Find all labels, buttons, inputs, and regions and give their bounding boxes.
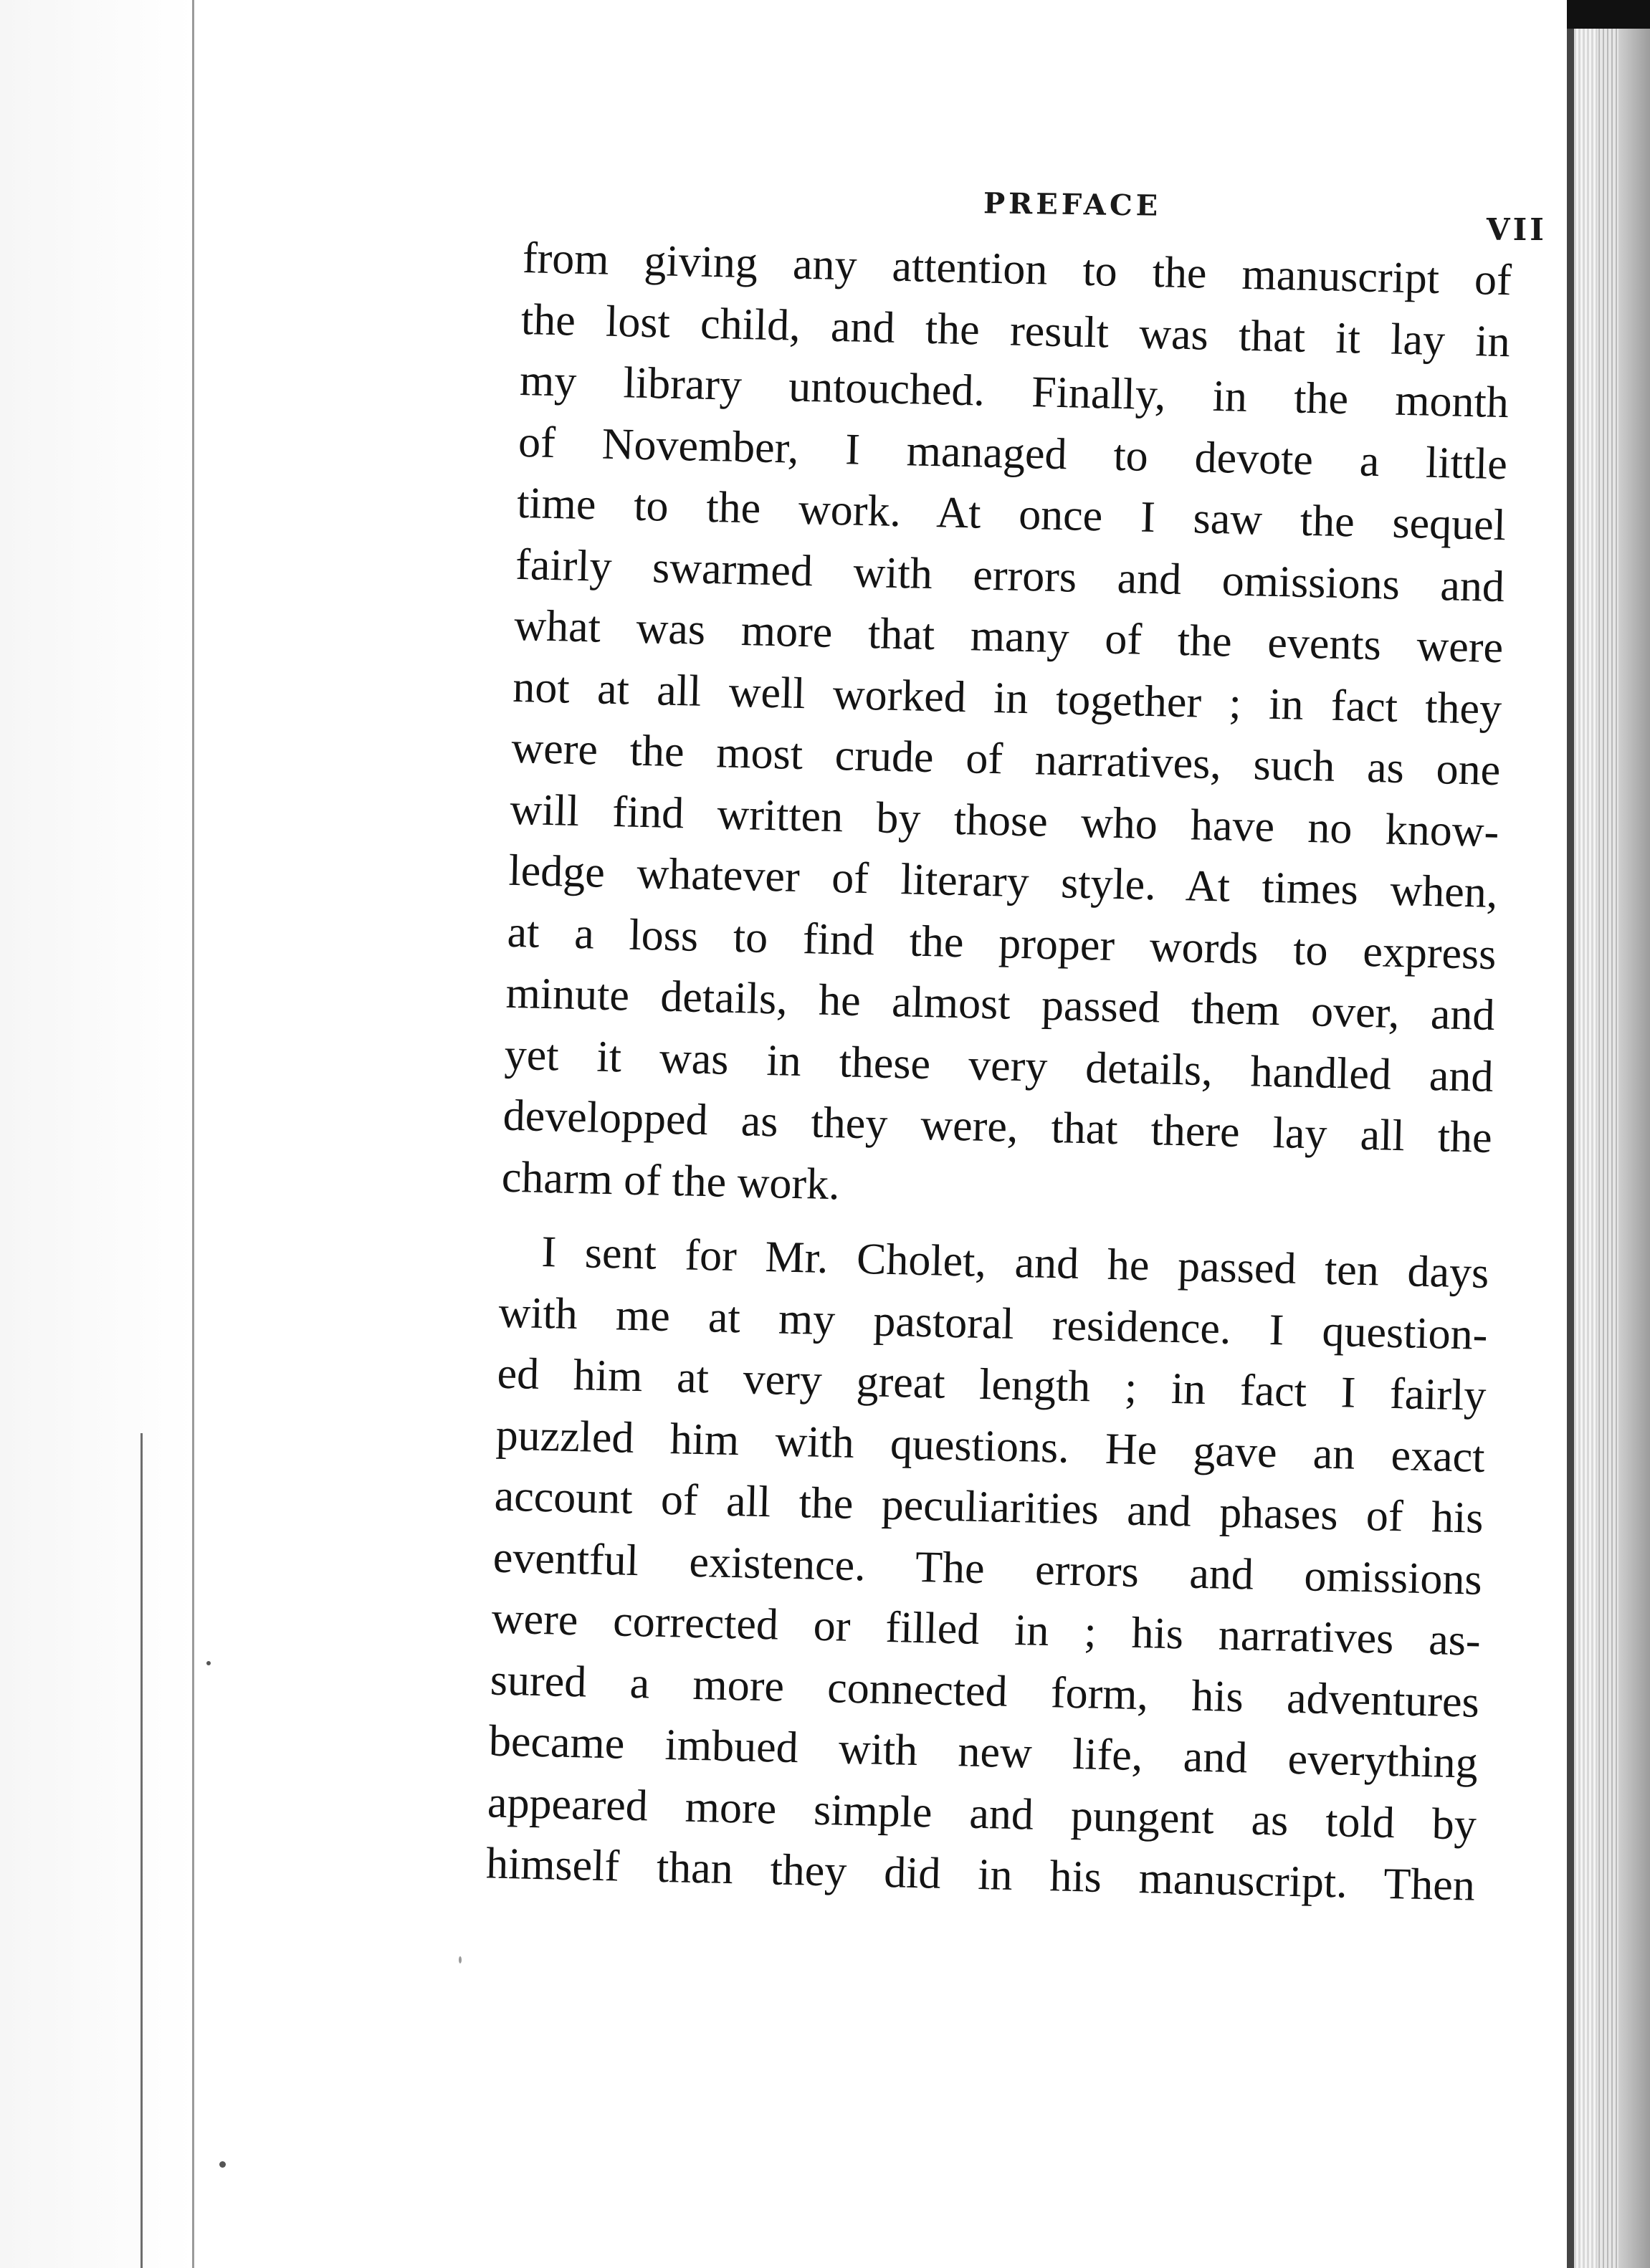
binding-line xyxy=(192,0,194,2268)
binding-line-lower xyxy=(140,1433,143,2268)
text-line: time to the work. At once I saw the sequel xyxy=(516,478,1507,550)
text-line: were corrected or filled in ; his narratives as- xyxy=(491,1594,1482,1665)
body-text xyxy=(485,228,1512,1917)
text-line: of November, I managed to devote a little xyxy=(518,417,1508,489)
page-edge-top-corner xyxy=(1567,0,1650,29)
paragraph xyxy=(485,1221,1489,1918)
page-edge-shadow xyxy=(1618,0,1650,2268)
text-line: sured a more connected form, his adventures xyxy=(490,1655,1480,1727)
scan-speck xyxy=(219,2161,226,2168)
running-head: PREFACE xyxy=(983,186,1162,223)
text-line: were the most crude of narratives, such as one xyxy=(510,723,1501,795)
text-line: yet it was in these very details, handled and xyxy=(504,1030,1494,1101)
text-line: with me at my pastoral residence. I question- xyxy=(497,1288,1489,1359)
text-line: eventful existence. The errors and omissions xyxy=(492,1533,1483,1604)
page-edge-stack-outer xyxy=(1598,0,1618,2268)
page-header xyxy=(0,186,1567,247)
text-line: became imbued with new life, and everything xyxy=(488,1716,1479,1788)
text-line: himself than they did in his manuscript. Then xyxy=(485,1839,1476,1910)
page-edge-stack xyxy=(1574,0,1598,2268)
text-line: what was more that many of the events were xyxy=(513,601,1504,673)
text-line: from giving any attention to the manuscript of xyxy=(522,233,1512,305)
page-edge-dark xyxy=(1567,0,1574,2268)
text-line: my library untouched. Finally, in the month xyxy=(519,355,1510,428)
text-line: minute details, he almost passed them over, and xyxy=(505,968,1496,1040)
binding-gutter xyxy=(0,0,194,2268)
text-line: not at all well worked in together ; in fact they xyxy=(512,662,1502,734)
text-line: developped as they were, that there lay all the xyxy=(502,1091,1493,1162)
text-line: charm of the work. xyxy=(501,1152,841,1209)
paragraph xyxy=(501,228,1512,1230)
scan-speck xyxy=(206,1661,211,1665)
text-line: the lost child, and the result was that it lay in xyxy=(520,295,1511,366)
page-number: VII xyxy=(1487,212,1547,247)
text-line: at a loss to find the proper words to express xyxy=(506,907,1497,979)
text-line: puzzled him with questions. He gave an exact xyxy=(495,1410,1486,1482)
text-line: appeared more simple and pungent as told by xyxy=(487,1777,1477,1850)
scan-speck xyxy=(459,1956,462,1963)
text-line: fairly swarmed with errors and omissions and xyxy=(515,540,1505,611)
text-line: ledge whatever of literary style. At times when, xyxy=(507,846,1499,918)
text-line: I sent for Mr. Cholet, and he passed ten days xyxy=(540,1227,1490,1298)
text-line: ed him at very great length ; in fact I fairly xyxy=(496,1349,1487,1420)
text-line: will find written by those who have no know- xyxy=(509,785,1500,856)
text-line: account of all the peculiarities and phases of his xyxy=(494,1471,1484,1543)
